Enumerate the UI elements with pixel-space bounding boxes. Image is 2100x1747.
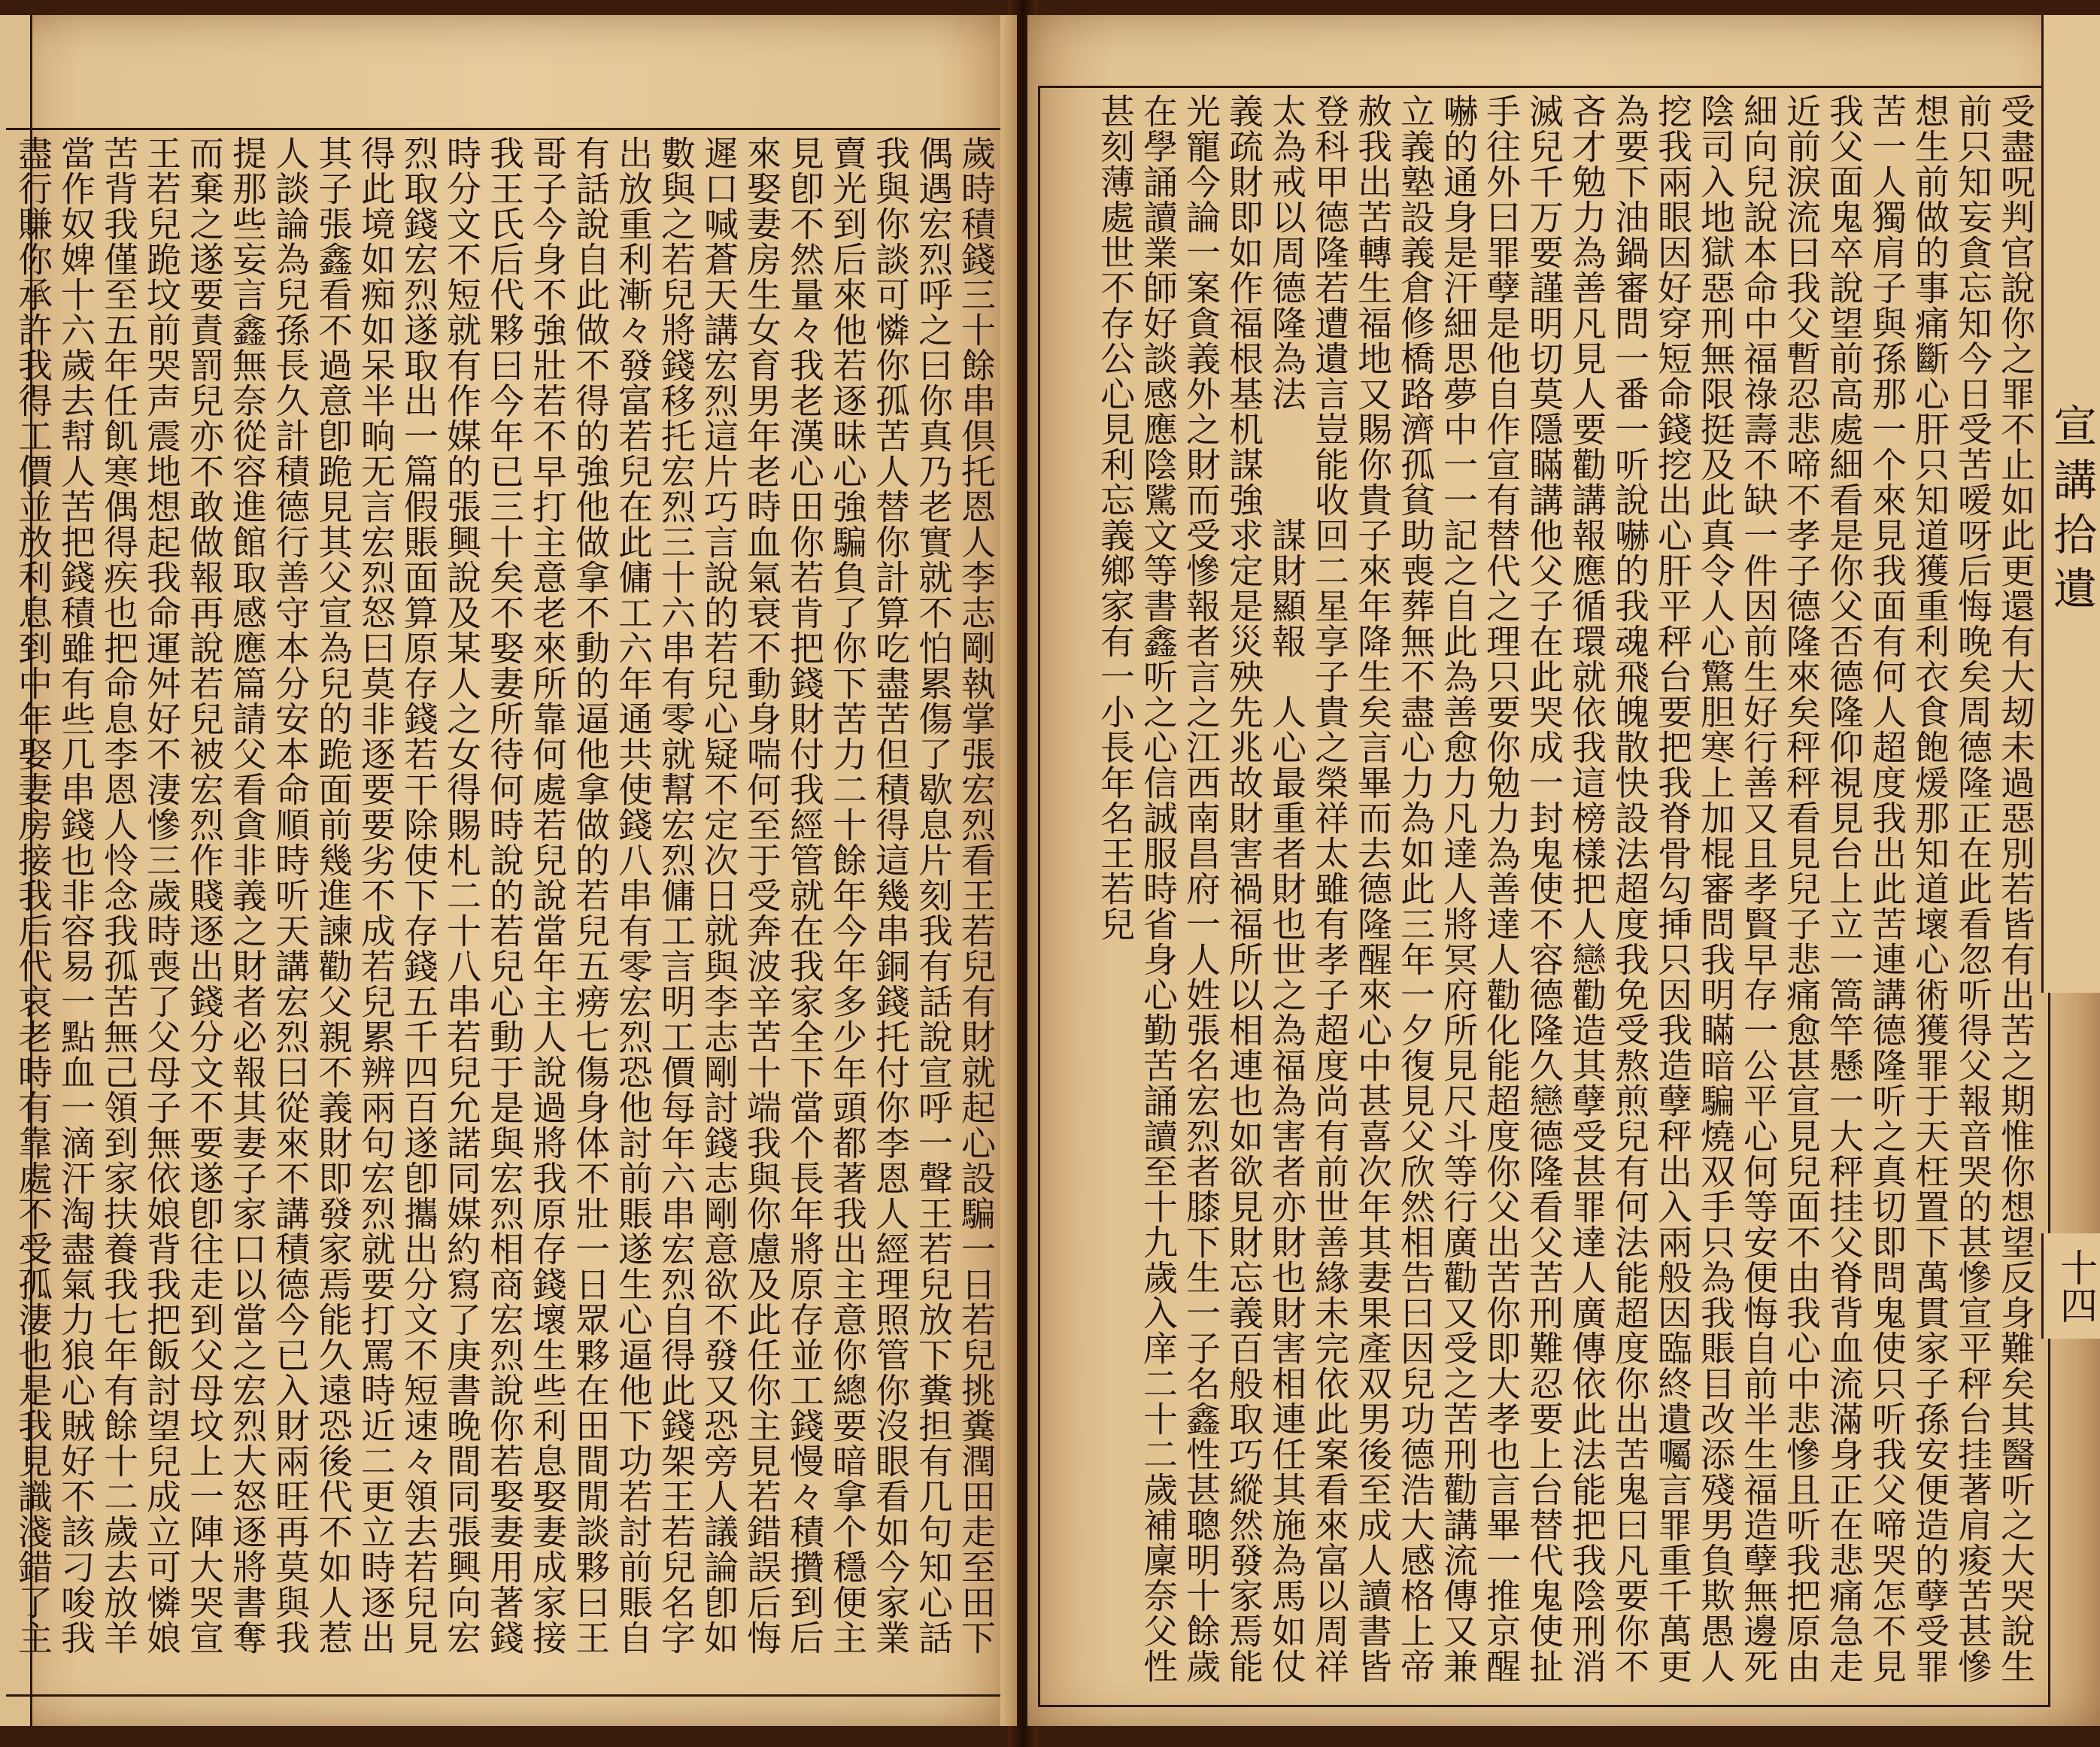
left-page-seam — [1000, 15, 1017, 1726]
left-page-text: 歲時積錢三十餘串倶托恩人李志剛執掌張宏烈看王若兒有財就起心設騙一日若兒挑糞潤田走至田下偶遇宏烈呼之曰你真乃老實就不怕累傷了歇息片刻我有話說宣呼一聲王若兒放下糞担有几句知心話我與你談可憐你孤苦人替你計算吃盡苦但積得這幾串銅錢托付你李恩人經理照管你沒眼看如今家業賣光到后來他若逐昧心強騙負了你下苦力二十餘年今年多少年頭都著我出主意你總要暗拿个穩便主見卽不然量々我老漢心田你若肯把錢財付我經管就在我家全下當个長年將原存並工錢慢々積攢到后來娶妻房生女育男年老時血氣衰不動身喘何至于受奔波辛苦十端我與你慮及此任你主見若錯誤后悔遲口喊蒼天講宏烈這片巧言說的若兒心疑不定次日就與李志剛討錢志剛意欲不發又恐旁人議論卽如數與之若兒將錢移托宏烈三十六串有零就幫宏烈傭工言明工價每年六串宏烈自得此錢架王若兒名字出放重利漸々發富若兒在此傭工六年通共使錢八串有零宏烈恐他討前賬遂生心逼他下功若討前賬自有話說自此做不得的強他做拿不動的逼他拿做的若兒五痨七傷身体不壯一日眾夥在田間閒談夥曰王哥子今身不強壯若不早打主意老來所靠何處若兒說當年主人說過將我原存錢壞生些利息娶妻成家接我王氏后代夥曰今年已三十矣不娶妻所待何時說的若兒心動于是與宏烈相商宏烈說你若娶妻用著錢時分文不短就有作媒的張興說及某人之女得賜札二十八串若兒允諾同媒約寫了庚書晚間同張興向宏烈取錢宏烈遂取出一篇假賬面算原存錢若干除使下存錢五千四百遂卽攜出分文不短速々領去若兒見得此境如痴如呆半晌无言宏烈怒曰莫非逐要要劣不成若兒累辨兩句宏烈就要打罵時近二更立時逐出其子張鑫看不過意卽跪見其父宣為兒的跪面前幾進諫勸父親不義財即發家焉能久遠恐後代不如人惹人談論為兒孫長久計積德行善守本分安本命順時听天講宏烈曰從來不講積德今已入財兩旺再莫與我提那些妄言鑫無奈從容進館取感應篇請父看貪非義之財者必報其妻子家口以當之宏烈大怒逐將書奪而棄之遂要責罰兒亦不敢做報再說若兒被宏烈作賤逐出錢分文不要遂卽往走到父母坟上一陣大哭宣王若兒跪坟前哭声震地想起我命運舛好不淒慘三歲時喪了父母子無依娘背我把飯討望兒成立可憐娘苦背我僅至五年任飢寒偶得疾也把命息李恩人怜念我孤苦無己領到家扶養我七年有餘十二歲去放羊當作奴婢十六歲去幇人苦把錢積雖有些几串錢也非容易一點血一滴汗淘盡氣力狼心賊好不該刁唆我盡行賺你承許我得工價並放利息到中年娶妻房接我后代哀老時有靠處不受孤淒也是我見識淺錯了主 — [13, 135, 997, 1655]
book-title: 宣講拾遺 — [2046, 403, 2097, 620]
center-margin-banner — [2041, 15, 2100, 993]
right-page-text: 受盡呪判官說你之罪不止如此更還有大刼未過惡別若皆有出苦之期惟你想望反身難矣其醫听之大哭說生前只知妄貪忘知今日受苦嗳呀后悔晚矣周德隆正在此看忽听得父報音哭的甚慘宣平秤台挂著肩痠苦甚慘想生前做的事痛斷心肝只知道獲重利衣食飽煖那知道壞心術獲罪于天枉置下萬貫家子孫安便造的孽受罪苦一人獨肩子與孫那一个來見我面有何人超度我出此苦連講德隆听之真切即問鬼使只听我父啼哭怎不見我父面鬼卒說望前高處細看是你父否德隆仰視見台上立一篙竿懸一大秤挂父脊背血流滿身正在悲痛急走近前淚流曰我父暫忍悲啼不孝子德隆來矣秤秤看見兒子悲痛愈甚宣見兒面不由我心中悲慘且听我把原由細向兒說本命中福祿壽不缺一件因前生好行善又且孝賢早存一公平心何等安便悔自前半生福造孽無邊死陰司入地獄惡刑無限挺及此真令人心驚胆寒上加棍審問我明瞞暗騙燒双手只為我賬目改添殘男負欺愚人挖我兩眼因好穿短命錢挖出心肝平秤台要把我脊骨勾挿只因我造孽秤出入兩般因臨終遺囑言罪重千萬更為要下油鍋審問一番一听說嚇的我魂飛魄散快設法超度我免受熬煎兒有何法能超度你出苦鬼曰凡要你不吝才勉力為善凡見人要勸講報應循環就依我這榜樣把人戀勸造其孽受甚罪達人廣傳依此法能把我陰刑消滅兒千万要謹明切莫隱瞞講他父子在此哭成一封鬼使不容德隆久戀德隆看父苦刑難忍要上台替代鬼使扯手往外曰罪孽是他自作宣有替代之理只要你勉力為善達人勸化能超度你父出苦你即大孝也言畢一推京醒嚇的通身是汗細思夢中一一記之自此為善愈力凡達人將冥府所見尺斗等行廣勸又受之苦刑勸講流傳又兼立義塾設義倉修橋路濟孤貧助喪葬無不盡心力為如此三年一夕復見父欣然相告曰因兒功德浩大感格上帝赦我出苦轉生福地又賜你貴子來年降生矣言畢而去德隆醒來心中甚喜次年其妻果產双男後至成人讀書皆登科甲德隆若遭遺言豈能收回二星享子貴之榮祥太雖有孝子超度尚有前世善緣未完依此案看來富以周祥太為戒以周德隆為法 謀財顯報 人心最重者財也世之為福為害者亦財也財害相連任其施為馬如仗義疏財即如作福根基机謀強求定是災殃先兆故財害禍福所以相連也如欲見財忘義百般取巧縱然發家焉能光寵今論一案貪義外之財而受慘報者言之江西南昌府一人姓張名宏烈者膝下生一子名鑫性甚聰明十餘歲在學誦讀業師好談感應陰騭文等書鑫听之心信誠服時省身心勤苦誦讀至十九歲入庠二十二歲補廩奈父性甚刻薄處世不存公心見利忘義鄉家有一小長年名王若兒 — [1095, 93, 2036, 1684]
left-page — [0, 15, 1017, 1726]
right-page — [1027, 15, 2100, 1726]
page-number: 十四 — [2041, 1233, 2100, 1339]
